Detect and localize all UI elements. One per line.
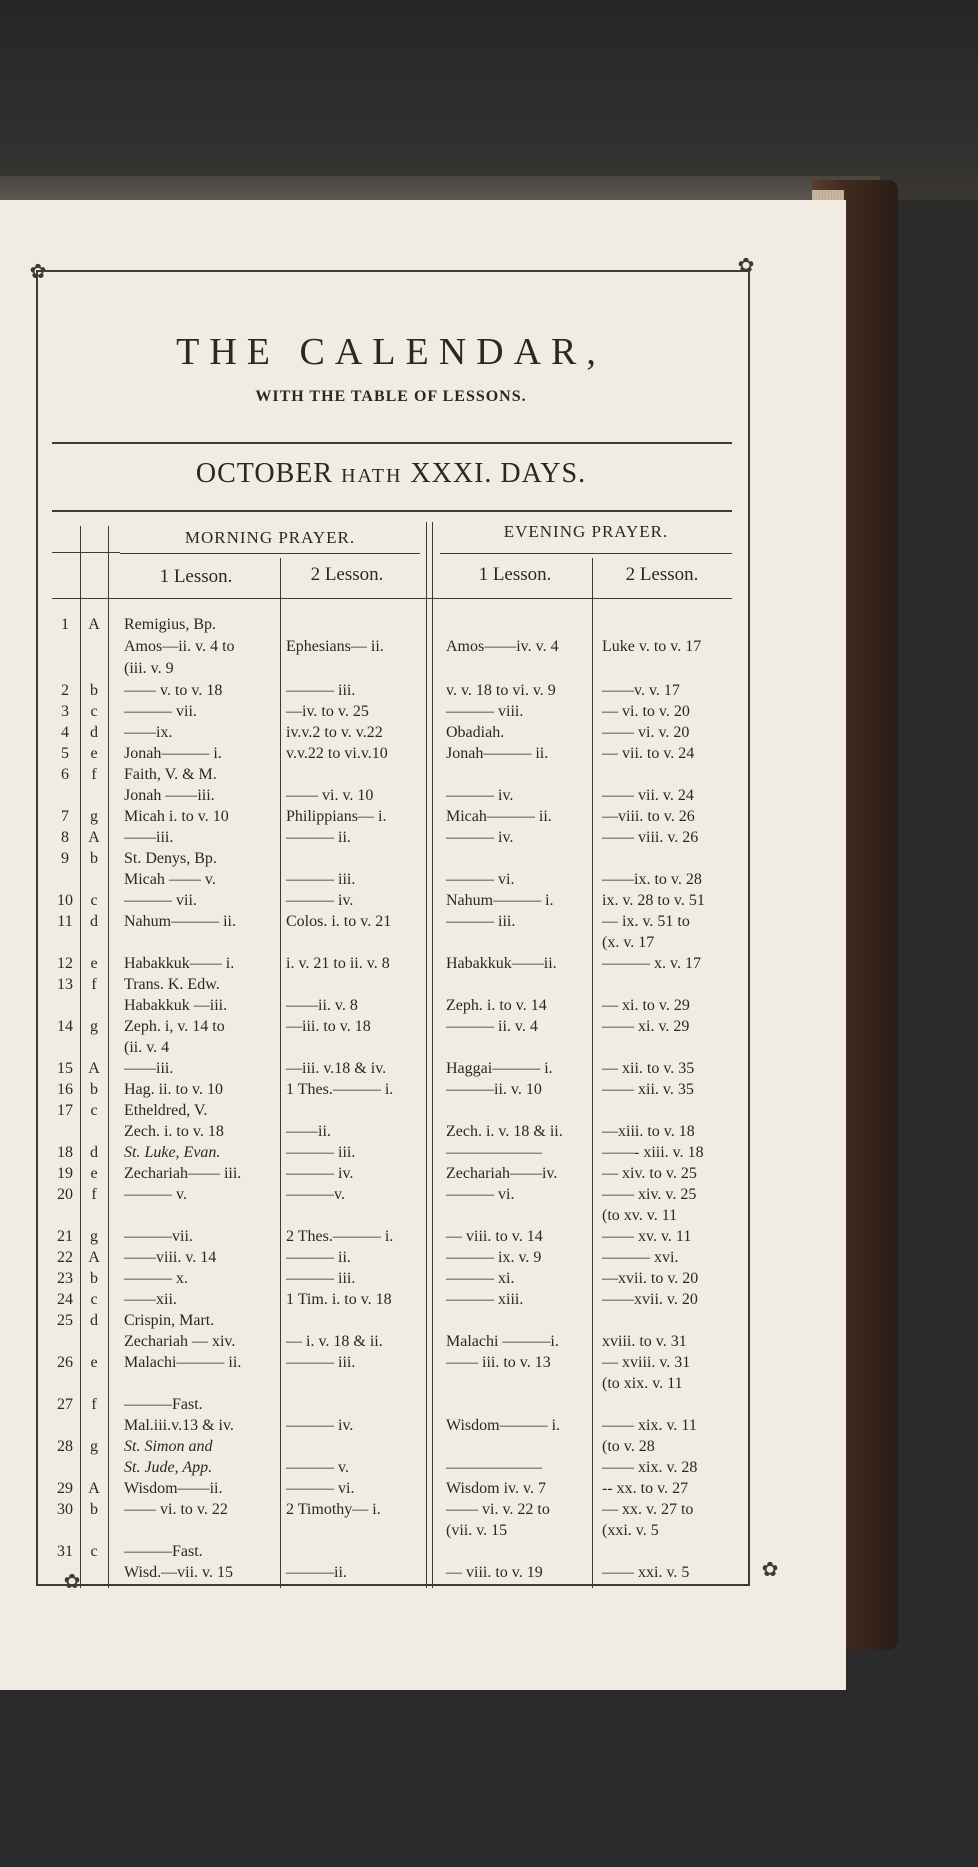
- cell-m2: ———ii.: [286, 1564, 347, 1581]
- column-rule: [432, 522, 433, 1588]
- cell-e2: —xvii. to v. 20: [602, 1270, 699, 1287]
- cell-let: A: [88, 616, 100, 633]
- cell-let: b: [90, 682, 98, 699]
- cell-num: 4: [61, 724, 69, 741]
- cell-e1: Jonah——— ii.: [446, 745, 549, 762]
- cell-m1: Jonah ——iii.: [124, 787, 215, 804]
- cell-e2: —— vii. v. 24: [602, 787, 694, 804]
- cell-m1: Zechariah—— iii.: [124, 1165, 242, 1182]
- morning-prayer-heading: MORNING PRAYER.: [184, 528, 356, 547]
- cell-e1: ——— viii.: [446, 703, 524, 720]
- cell-m2: ——— iii.: [286, 1144, 356, 1161]
- cell-num: 17: [57, 1102, 73, 1119]
- cell-e2: —— xii. v. 35: [602, 1081, 694, 1098]
- cell-m2: 1 Thes.——— i.: [286, 1081, 394, 1098]
- cell-let: b: [90, 1501, 98, 1518]
- cell-e1: ——————: [446, 1459, 542, 1476]
- cell-m1: —— vi. to v. 22: [124, 1501, 228, 1518]
- cell-m2: ——ii.: [286, 1123, 331, 1140]
- cell-e1: ——— ix. v. 9: [446, 1249, 542, 1266]
- cell-e2: ix. v. 28 to v. 51: [602, 892, 705, 909]
- cell-num: 1: [61, 616, 69, 633]
- cell-e1: ——— vi.: [446, 1186, 515, 1203]
- cell-m1: Zeph. i, v. 14 to: [124, 1018, 225, 1035]
- cell-m1: ———Fast.: [124, 1396, 203, 1413]
- background-top: [0, 0, 978, 200]
- cell-m1: ——viii. v. 14: [124, 1249, 217, 1266]
- cell-m2: 2 Thes.——— i.: [286, 1228, 394, 1245]
- cell-num: 14: [57, 1018, 73, 1035]
- cell-m1: (iii. v. 9: [124, 660, 174, 677]
- cell-let: d: [90, 1144, 98, 1161]
- cell-e2: —xiii. to v. 18: [602, 1123, 695, 1140]
- cell-e2: (x. v. 17: [602, 934, 655, 951]
- cell-e1: ——— iv.: [446, 829, 514, 846]
- cell-num: 10: [57, 892, 73, 909]
- cell-let: b: [90, 1081, 98, 1098]
- cell-e2: — ix. v. 51 to: [602, 913, 690, 930]
- cell-num: 3: [61, 703, 69, 720]
- cell-e2: — xiv. to v. 25: [602, 1165, 697, 1182]
- cell-m1: Wisd.—vii. v. 15: [124, 1564, 233, 1581]
- cell-m1: Hag. ii. to v. 10: [124, 1081, 223, 1098]
- cell-m1: Micah —— v.: [124, 871, 216, 888]
- cell-e2: —— xix. v. 28: [602, 1459, 698, 1476]
- cell-num: 19: [57, 1165, 73, 1182]
- cell-num: 27: [57, 1396, 73, 1413]
- cell-let: c: [90, 892, 98, 909]
- cell-let: f: [91, 1186, 97, 1203]
- cell-m2: Ephesians— ii.: [286, 638, 384, 655]
- cell-m1: ——— v.: [124, 1186, 187, 1203]
- cell-m1: —— v. to v. 18: [124, 682, 223, 699]
- divider: [52, 442, 732, 444]
- cell-num: 24: [57, 1291, 73, 1308]
- cell-m2: 2 Timothy— i.: [286, 1501, 381, 1518]
- cell-let: f: [91, 766, 97, 783]
- cell-m1: ——xii.: [124, 1291, 177, 1308]
- column-rule: [80, 526, 81, 1588]
- cell-m1: St. Jude, App.: [124, 1459, 213, 1476]
- cell-m1: Amos—ii. v. 4 to: [124, 638, 235, 655]
- cell-let: b: [90, 1270, 98, 1287]
- cell-e2: — xviii. v. 31: [602, 1354, 691, 1371]
- cell-m2: ——— iii.: [286, 871, 356, 888]
- cell-m1: ———Fast.: [124, 1543, 203, 1560]
- cell-e1: Zech. i. v. 18 & ii.: [446, 1123, 563, 1140]
- cell-num: 15: [57, 1060, 73, 1077]
- cell-let: f: [91, 976, 97, 993]
- cell-e2: —— xix. v. 11: [602, 1417, 697, 1434]
- cell-e1: Haggai——— i.: [446, 1060, 553, 1077]
- cell-let: c: [90, 1102, 98, 1119]
- month-heading: [36, 458, 746, 490]
- cell-num: 9: [61, 850, 69, 867]
- cell-m1: Wisdom——ii.: [124, 1480, 223, 1497]
- cell-let: A: [88, 1480, 100, 1497]
- cell-e1: ———ii. v. 10: [446, 1081, 542, 1098]
- morning-first-lesson-header: 1 Lesson.: [159, 566, 233, 587]
- cell-e2: — xx. v. 27 to: [602, 1501, 694, 1518]
- evening-first-lesson-header: 1 Lesson.: [478, 564, 552, 585]
- cell-let: d: [90, 724, 98, 741]
- evening-prayer-heading: EVENING PRAYER.: [503, 522, 669, 541]
- cell-m2: ——— iii.: [286, 1354, 356, 1371]
- cell-let: e: [90, 1354, 98, 1371]
- column-rule: [426, 522, 427, 1588]
- cell-m2: iv.v.2 to v. v.22: [286, 724, 383, 741]
- cell-m1: Malachi——— ii.: [124, 1354, 242, 1371]
- cell-m2: ——ii. v. 8: [286, 997, 358, 1014]
- cell-num: 6: [61, 766, 69, 783]
- cell-num: 12: [57, 955, 73, 972]
- cell-e2: —— xxi. v. 5: [602, 1564, 690, 1581]
- cell-num: 28: [57, 1438, 73, 1455]
- cell-m2: ——— iii.: [286, 682, 356, 699]
- cell-e2: ——— xvi.: [602, 1249, 679, 1266]
- cell-num: 5: [61, 745, 69, 762]
- morning-second-lesson-header: 2 Lesson.: [310, 564, 384, 585]
- cell-m2: ——— v.: [286, 1459, 349, 1476]
- cell-e1: Micah——— ii.: [446, 808, 552, 825]
- cell-num: 23: [57, 1270, 73, 1287]
- cell-e2: ——ix. to v. 28: [602, 871, 702, 888]
- column-rule: [592, 558, 593, 1588]
- cell-e1: Zeph. i. to v. 14: [446, 997, 547, 1014]
- cell-let: d: [90, 1312, 98, 1329]
- cell-num: 31: [57, 1543, 73, 1560]
- cell-e1: (vii. v. 15: [446, 1522, 508, 1539]
- cell-e1: Zechariah——iv.: [446, 1165, 558, 1182]
- cell-m1: ——— vii.: [124, 892, 197, 909]
- cell-m2: i. v. 21 to ii. v. 8: [286, 955, 390, 972]
- cell-m2: —iii. v.18 & iv.: [286, 1060, 387, 1077]
- cell-e1: ——— iii.: [446, 913, 516, 930]
- cell-m2: ——— iii.: [286, 1270, 356, 1287]
- cell-e2: ——v. v. 17: [602, 682, 680, 699]
- cell-e1: Nahum——— i.: [446, 892, 554, 909]
- cell-let: c: [90, 1543, 98, 1560]
- cell-e1: ——————: [446, 1144, 542, 1161]
- cell-m1: ——iii.: [124, 829, 174, 846]
- cell-m1: Habakkuk—— i.: [124, 955, 235, 972]
- cell-num: 2: [61, 682, 69, 699]
- cell-let: c: [90, 1291, 98, 1308]
- cell-e2: —— vi. v. 20: [602, 724, 690, 741]
- cell-m1: ——— x.: [124, 1270, 188, 1287]
- cell-m1: Micah i. to v. 10: [124, 808, 229, 825]
- header-rule: [440, 553, 732, 554]
- cell-let: b: [90, 850, 98, 867]
- cell-m1: Trans. K. Edw.: [124, 976, 220, 993]
- cell-let: e: [90, 745, 98, 762]
- cell-m1: Zechariah — xiv.: [124, 1333, 236, 1350]
- background-bottom: [0, 1690, 978, 1867]
- cell-m2: ———v.: [286, 1186, 345, 1203]
- cell-num: 25: [57, 1312, 73, 1329]
- cell-e2: —— xiv. v. 25: [602, 1186, 697, 1203]
- cell-num: 8: [61, 829, 69, 846]
- cell-m1: St. Denys, Bp.: [124, 850, 217, 867]
- cell-m2: ——— ii.: [286, 829, 351, 846]
- cell-m1: ——— vii.: [124, 703, 197, 720]
- cell-num: 16: [57, 1081, 73, 1098]
- cell-e1: — viii. to v. 19: [446, 1564, 543, 1581]
- cell-e2: — xii. to v. 35: [602, 1060, 695, 1077]
- cell-num: 30: [57, 1501, 73, 1518]
- cell-num: 26: [57, 1354, 73, 1371]
- cell-num: 13: [57, 976, 73, 993]
- cell-m2: ——— iv.: [286, 892, 354, 909]
- cell-m2: ——— vi.: [286, 1480, 355, 1497]
- cell-m2: Colos. i. to v. 21: [286, 913, 392, 930]
- cell-let: e: [90, 1165, 98, 1182]
- header-rule: [52, 598, 732, 599]
- cell-m2: ——— ii.: [286, 1249, 351, 1266]
- month-name: OCTOBER: [195, 458, 334, 489]
- cell-m2: — i. v. 18 & ii.: [286, 1333, 383, 1350]
- cell-let: g: [90, 808, 98, 825]
- cell-m1: Mal.iii.v.13 & iv.: [124, 1417, 234, 1434]
- cell-m2: —— vi. v. 10: [286, 787, 374, 804]
- ornament-icon: ✿: [63, 1571, 81, 1593]
- cell-num: 18: [57, 1144, 73, 1161]
- cell-let: A: [88, 1060, 100, 1077]
- cell-let: A: [88, 829, 100, 846]
- cell-m1: Zech. i. to v. 18: [124, 1123, 224, 1140]
- cell-let: d: [90, 913, 98, 930]
- cell-m1: ———vii.: [124, 1228, 193, 1245]
- cell-m2: ——— iv.: [286, 1165, 354, 1182]
- column-rule: [108, 526, 109, 1588]
- cell-e1: —— vi. v. 22 to: [446, 1501, 550, 1518]
- cell-e2: ——— x. v. 17: [602, 955, 701, 972]
- cell-e2: (to v. 28: [602, 1438, 655, 1455]
- cell-let: c: [90, 703, 98, 720]
- cell-m2: ——— iv.: [286, 1417, 354, 1434]
- header-rule: [120, 553, 420, 554]
- cell-e1: ——— xiii.: [446, 1291, 524, 1308]
- cell-num: 21: [57, 1228, 73, 1245]
- cell-e1: Wisdom iv. v. 7: [446, 1480, 546, 1497]
- header-rule: [52, 552, 120, 553]
- cell-e1: — viii. to v. 14: [446, 1228, 543, 1245]
- cell-e2: — xi. to v. 29: [602, 997, 690, 1014]
- cell-e2: xviii. to v. 31: [602, 1333, 687, 1350]
- cell-e2: (to xix. v. 11: [602, 1375, 683, 1392]
- ornament-icon: ✿: [761, 1559, 779, 1581]
- column-rule: [280, 558, 281, 1588]
- divider: [52, 510, 732, 512]
- cell-e2: -- xx. to v. 27: [602, 1480, 689, 1497]
- cell-e1: Obadiah.: [446, 724, 505, 741]
- page-title: THE CALENDAR,: [176, 331, 606, 373]
- ornament-icon: ✿: [29, 261, 47, 283]
- cell-e1: —— iii. to v. 13: [446, 1354, 551, 1371]
- cell-e2: —viii. to v. 26: [602, 808, 695, 825]
- cell-e1: ——— ii. v. 4: [446, 1018, 538, 1035]
- cell-e2: — vi. to v. 20: [602, 703, 690, 720]
- cell-m1: ——iii.: [124, 1060, 174, 1077]
- cell-m1: Nahum——— ii.: [124, 913, 236, 930]
- cell-m1: ——ix.: [124, 724, 173, 741]
- cell-m1: Faith, V. & M.: [124, 766, 217, 783]
- cell-m1: Remigius, Bp.: [124, 616, 217, 633]
- cell-e1: v. v. 18 to vi. v. 9: [446, 682, 556, 699]
- cell-m2: v.v.22 to vi.v.10: [286, 745, 388, 762]
- cell-m2: Philippians— i.: [286, 808, 387, 825]
- cell-e1: Habakkuk——ii.: [446, 955, 557, 972]
- cell-m2: —iii. to v. 18: [286, 1018, 371, 1035]
- cell-e1: Wisdom——— i.: [446, 1417, 561, 1434]
- cell-m1: (ii. v. 4: [124, 1039, 170, 1056]
- cell-let: g: [90, 1228, 98, 1245]
- cell-e2: — vii. to v. 24: [602, 745, 695, 762]
- page-subtitle: WITH THE TABLE OF LESSONS.: [255, 388, 527, 405]
- cell-num: 22: [57, 1249, 73, 1266]
- cell-e2: ——xvii. v. 20: [602, 1291, 698, 1308]
- cell-let: A: [88, 1249, 100, 1266]
- cell-e1: ——— iv.: [446, 787, 514, 804]
- ornament-icon: ✿: [737, 255, 755, 277]
- cell-m1: Etheldred, V.: [124, 1102, 208, 1119]
- cell-let: g: [90, 1018, 98, 1035]
- cell-e2: —— viii. v. 26: [602, 829, 699, 846]
- cell-m2: —iv. to v. 25: [286, 703, 369, 720]
- evening-second-lesson-header: 2 Lesson.: [625, 564, 699, 585]
- cell-e2: (to xv. v. 11: [602, 1207, 678, 1224]
- cell-m1: St. Luke, Evan.: [124, 1144, 221, 1161]
- cell-e2: ——- xiii. v. 18: [602, 1144, 704, 1161]
- cell-num: 11: [57, 913, 73, 930]
- cell-let: f: [91, 1396, 97, 1413]
- cell-m1: Habakkuk —iii.: [124, 997, 228, 1014]
- month-days: XXXI. DAYS.: [410, 458, 587, 489]
- cell-num: 7: [61, 808, 69, 825]
- cell-m2: 1 Tim. i. to v. 18: [286, 1291, 392, 1308]
- cell-let: g: [90, 1438, 98, 1455]
- cell-e1: ——— xi.: [446, 1270, 515, 1287]
- cell-e1: Malachi ———i.: [446, 1333, 559, 1350]
- cell-m1: Crispin, Mart.: [124, 1312, 215, 1329]
- cell-m1: St. Simon and: [124, 1438, 213, 1455]
- cell-e2: —— xi. v. 29: [602, 1018, 690, 1035]
- cell-e2: —— xv. v. 11: [602, 1228, 692, 1245]
- cell-e2: (xxi. v. 5: [602, 1522, 659, 1539]
- cell-let: e: [90, 955, 98, 972]
- cell-e2: Luke v. to v. 17: [602, 638, 702, 655]
- cell-e1: Amos——iv. v. 4: [446, 638, 559, 655]
- cell-m1: Jonah——— i.: [124, 745, 222, 762]
- cell-num: 20: [57, 1186, 73, 1203]
- cell-e1: ——— vi.: [446, 871, 515, 888]
- cell-num: 29: [57, 1480, 73, 1497]
- month-hath: HATH: [341, 465, 403, 487]
